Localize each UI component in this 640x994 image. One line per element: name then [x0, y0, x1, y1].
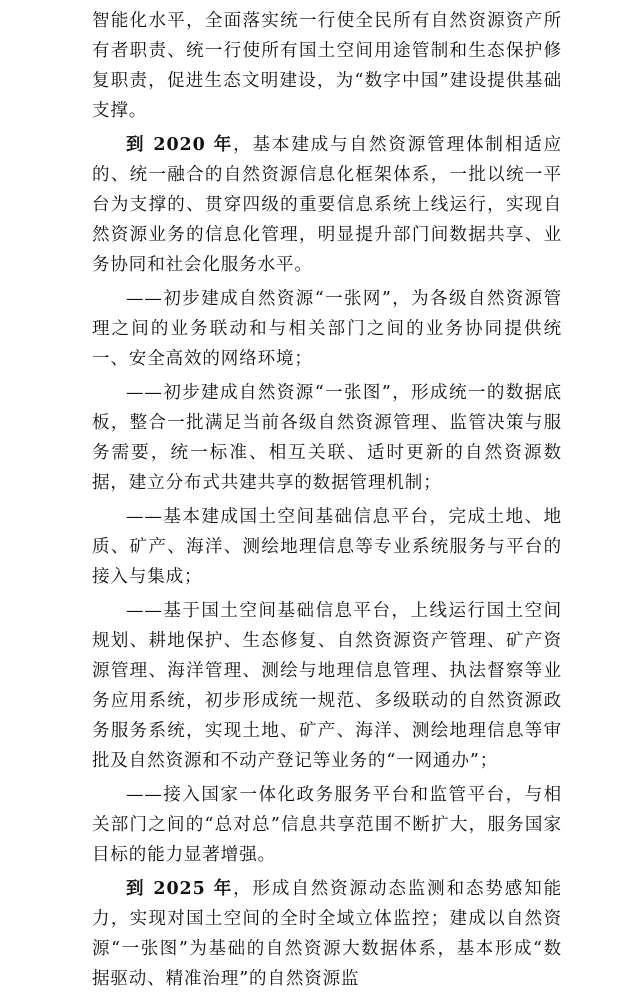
paragraph-integration: [92, 780, 562, 870]
paragraph-lead-2025: 到 2025 年: [126, 879, 234, 899]
paragraph-text: ，形成自然资源动态监测和态势感知能力，实现对国土空间的全时全域立体监控；建成以自然资源“一张图”为基础的自然资源大数据体系，基本形成“数据驱动、精准治理”的自然资源监: [92, 879, 562, 989]
paragraph-2020-goal: [92, 130, 562, 280]
paragraph-platform: [92, 502, 562, 592]
paragraph-text: ，基本建成与自然资源管理体制相适应的、统一融合的自然资源信息化框架体系，一批以统一平台为支撑的、贯穿四级的重要信息系统上线运行，实现自然资源业务的信息化管理，明显提升部门间数据共享、业务协同和社会化服务水平。: [92, 135, 562, 275]
paragraph-text: 智能化水平，全面落实统一行使全民所有自然资源资产所有者职责、统一行使所有国土空间用途管制和生态保护修复职责，促进生态文明建设，为“数字中国”建设提供基础支撑。: [92, 11, 562, 121]
paragraph-applications: [92, 596, 562, 776]
paragraph-lead-2020: 到 2020 年: [126, 135, 234, 155]
paragraph-network: [92, 284, 562, 374]
paragraph-text: ——接入国家一体化政务服务平台和监管平台，与相关部门之间的“总对总”信息共享范围不断扩大，服务国家目标的能力显著增强。: [92, 785, 562, 865]
paragraph-map: [92, 378, 562, 498]
paragraph-text: ——基于国土空间基础信息平台，上线运行国土空间规划、耕地保护、生态修复、自然资源资产管理、矿产资源管理、海洋管理、测绘与地理信息管理、执法督察等业务应用系统，初步形成统一规范、多级联动的自然资源政务服务系统，实现土地、矿产、海洋、测绘地理信息等审批及自然资源和不动产登记等业务的“一网通办”；: [92, 601, 562, 771]
paragraph-text: ——基本建成国土空间基础信息平台，完成土地、地质、矿产、海洋、测绘地理信息等专业系统服务与平台的接入与集成；: [92, 507, 562, 587]
paragraph-2025-goal: [92, 874, 562, 994]
paragraph-text: ——初步建成自然资源“一张网”，为各级自然资源管理之间的业务联动和与相关部门之间的业务协同提供统一、安全高效的网络环境；: [92, 289, 562, 369]
paragraph-intro-continuation: [92, 6, 562, 126]
paragraph-text: ——初步建成自然资源“一张图”，形成统一的数据底板，整合一批满足当前各级自然资源管理、监管决策与服务需要，统一标准、相互关联、适时更新的自然资源数据，建立分布式共建共享的数据管理机制；: [92, 383, 562, 493]
